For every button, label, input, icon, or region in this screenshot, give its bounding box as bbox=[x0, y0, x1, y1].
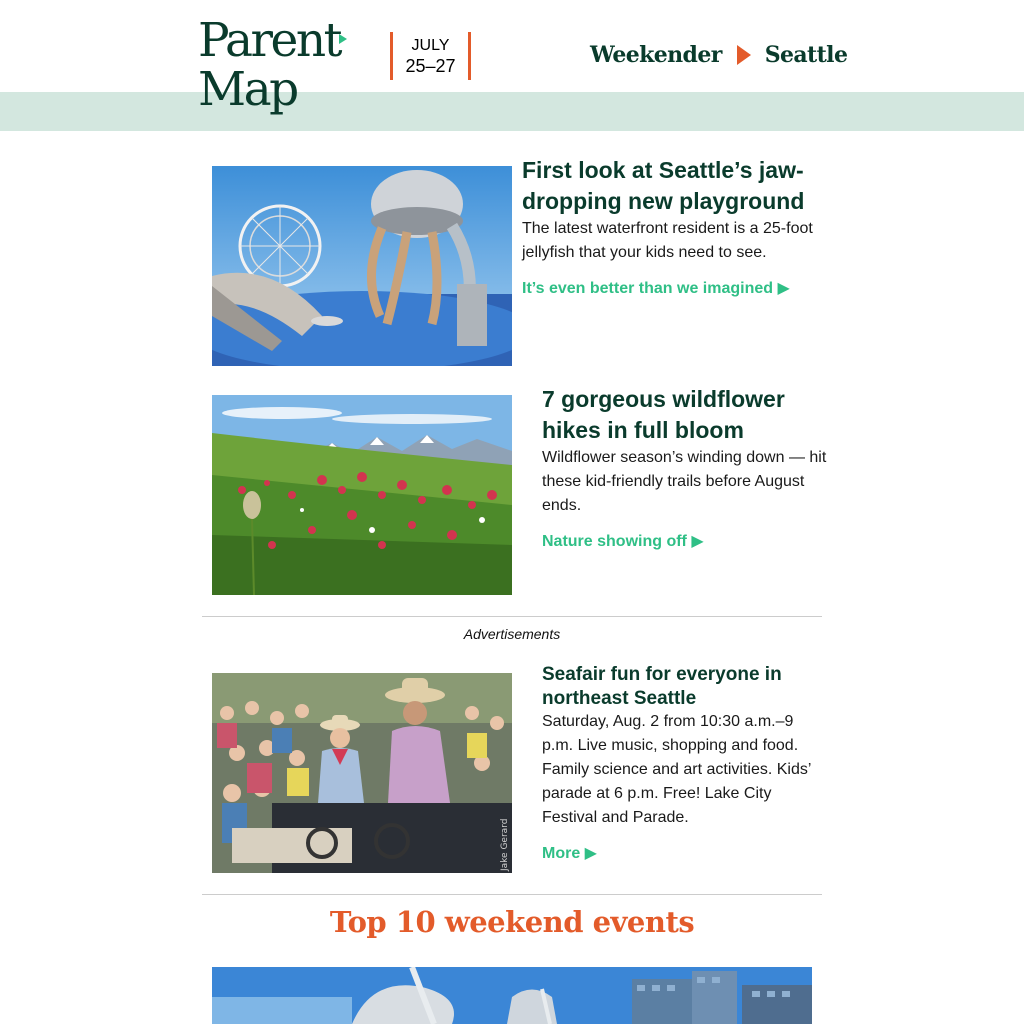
ad-desc-seafair: Saturday, Aug. 2 from 10:30 a.m.–9 p.m. Live music, shopping and food. Family science and art activities. Kids’ parade at 6 p.m. Free! Lake City Festival and Parade. bbox=[542, 713, 811, 826]
header-band bbox=[0, 92, 1024, 131]
ad-image-seafair[interactable] bbox=[212, 673, 512, 873]
logo-word-parent: Parent bbox=[198, 13, 340, 68]
ad-title-seafair[interactable]: Seafair fun for everyone in northeast Seattle bbox=[542, 664, 782, 709]
article-title-wildflowers[interactable]: 7 gorgeous wildflower hikes in full bloom bbox=[542, 386, 785, 443]
edition-name: Weekender bbox=[590, 42, 722, 68]
article-desc-wildflowers: Wildflower season’s winding down — hit these kid-friendly trails before August ends. bbox=[542, 449, 827, 514]
logo-play-icon bbox=[339, 34, 347, 44]
play-arrow-icon bbox=[737, 45, 751, 65]
date-month: JULY bbox=[411, 37, 450, 54]
section-title-top-events: Top 10 weekend events bbox=[329, 905, 695, 939]
date-badge bbox=[390, 32, 471, 80]
article-image-playground[interactable] bbox=[212, 166, 512, 366]
advertisements-label: Advertisements bbox=[463, 626, 561, 642]
article-desc-playground: The latest waterfront resident is a 25-foot jellyfish that your kids need to see. bbox=[522, 220, 813, 261]
parentmap-logo[interactable] bbox=[198, 13, 340, 117]
divider bbox=[202, 894, 822, 895]
date-days: 25–27 bbox=[405, 56, 456, 76]
article-image-wildflowers[interactable] bbox=[212, 395, 512, 595]
article-title-playground[interactable]: First look at Seattle’s jaw-dropping new playground bbox=[522, 157, 805, 214]
top-events-image[interactable] bbox=[212, 967, 812, 1024]
edition-label bbox=[590, 38, 847, 72]
divider bbox=[202, 616, 822, 617]
article-link-playground[interactable]: It’s even better than we imagined ▶ bbox=[522, 280, 790, 297]
article-link-wildflowers[interactable]: Nature showing off ▶ bbox=[542, 533, 704, 550]
photo-credit: Jake Gerard bbox=[500, 818, 510, 871]
ad-more-link[interactable]: More ▶ bbox=[542, 845, 597, 862]
edition-city: Seattle bbox=[764, 42, 848, 68]
logo-word-map: Map bbox=[198, 62, 297, 117]
